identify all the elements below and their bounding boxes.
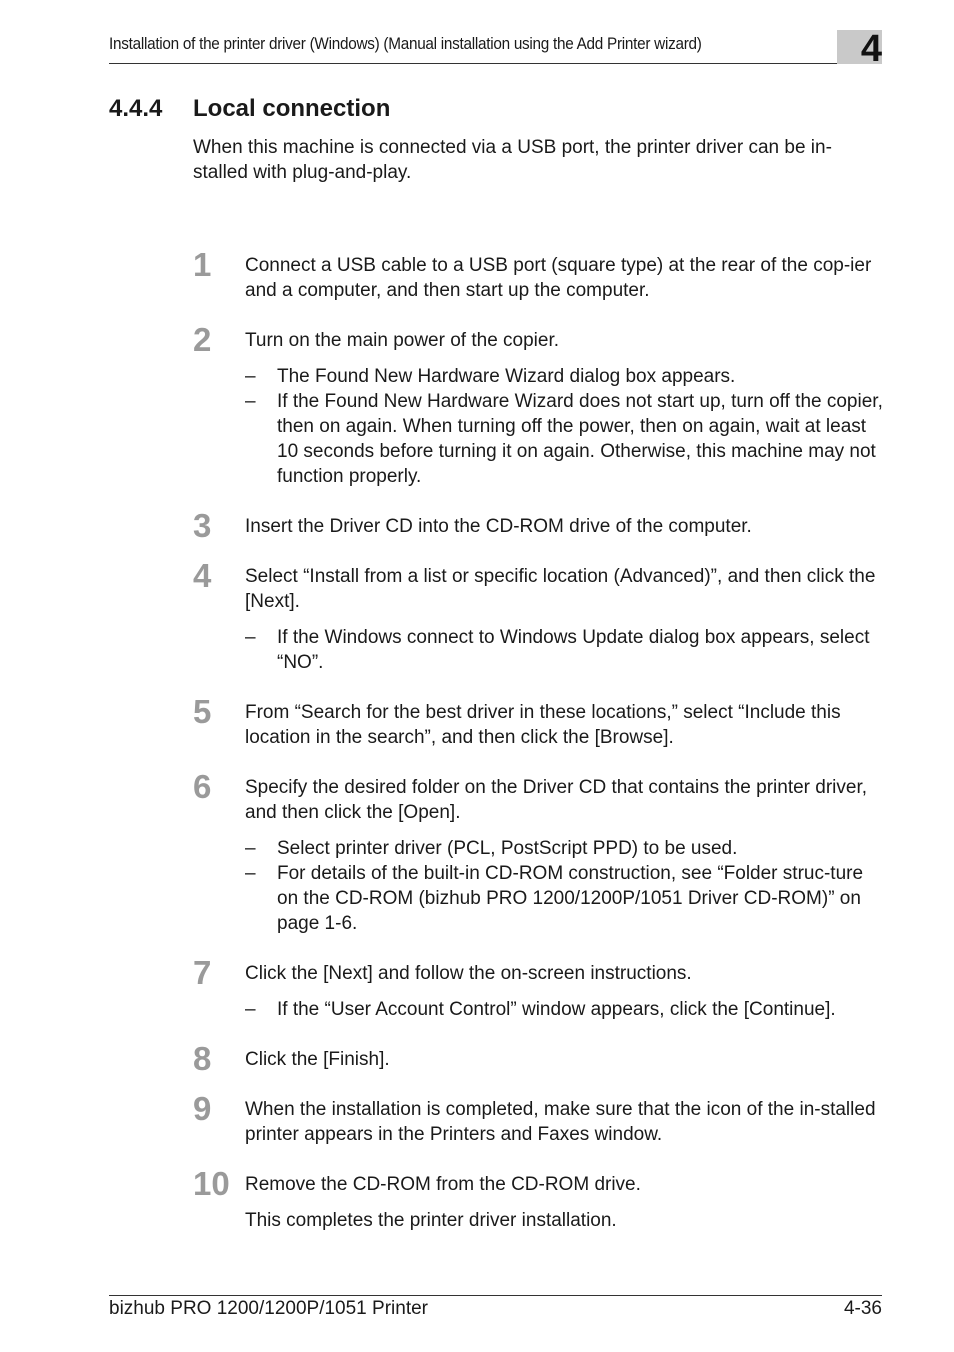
chapter-tab [837, 28, 882, 70]
step-item [193, 507, 883, 544]
dash-bullet: – [245, 999, 256, 1020]
step-item [193, 1165, 883, 1233]
sub-item [245, 836, 883, 861]
step-text: Connect a USB cable to a USB port (square type) at the rear of the cop-ier and a computer, and then start up the computer. [245, 255, 872, 301]
step-item [193, 954, 883, 1022]
step-item [193, 321, 883, 489]
step-text: Click the [Finish]. [245, 1049, 390, 1070]
page-header [109, 30, 882, 64]
sub-item-text: The Found New Hardware Wizard dialog box appears. [277, 366, 736, 387]
step-number: 8 [193, 1040, 212, 1077]
sub-item [245, 625, 883, 675]
dash-bullet: – [245, 366, 256, 387]
step-item [193, 557, 883, 675]
step-text: Select “Install from a list or specific location (Advanced)”, and then click the [Next]. [245, 566, 876, 612]
section-title: Local connection [193, 95, 391, 122]
step-number: 3 [193, 507, 212, 544]
intro-paragraph: When this machine is connected via a USB port, the printer driver can be in-stalled with plug-and-play. [193, 137, 832, 183]
sub-item [245, 861, 883, 936]
step-number: 9 [193, 1090, 212, 1127]
step-number: 4 [193, 557, 212, 594]
dash-bullet: – [245, 627, 256, 648]
sub-item [245, 364, 883, 389]
step-item [193, 768, 883, 936]
sub-list [245, 625, 883, 675]
sub-item-text: For details of the built-in CD-ROM construction, see “Folder struc-ture on the CD-ROM (bizhub PRO 1200/1200P/1051 Driver CD-ROM)” on page 1-6. [277, 863, 864, 934]
sub-list [245, 364, 883, 489]
sub-item [245, 389, 883, 489]
step-text: Turn on the main power of the copier. [245, 330, 560, 351]
step-item [193, 693, 883, 750]
header-title: Installation of the printer driver (Windows) (Manual installation using the Add Printer wizard) [109, 34, 702, 53]
completion-note: This completes the printer driver installation. [245, 1210, 617, 1231]
step-number: 7 [193, 954, 212, 991]
step-text: Remove the CD-ROM from the CD-ROM drive. [245, 1174, 641, 1195]
chapter-number: 4 [860, 28, 882, 70]
footer-page-number: 4-36 [843, 1298, 882, 1319]
step-item [193, 1040, 883, 1077]
footer-product: bizhub PRO 1200/1200P/1051 Printer [109, 1298, 428, 1319]
sub-item-text: If the Windows connect to Windows Update dialog box appears, select “NO”. [277, 627, 870, 673]
step-text: Click the [Next] and follow the on-screen instructions. [245, 963, 692, 984]
step-number: 2 [193, 321, 212, 358]
steps-list [193, 246, 883, 1258]
step-number: 10 [193, 1165, 230, 1202]
step-number: 1 [193, 246, 212, 283]
dash-bullet: – [245, 838, 256, 859]
sub-item-text: Select printer driver (PCL, PostScript PPD) to be used. [277, 838, 738, 859]
section-number: 4.4.4 [109, 95, 163, 122]
step-text: Insert the Driver CD into the CD-ROM drive of the computer. [245, 516, 752, 537]
sub-item-text: If the “User Account Control” window appears, click the [Continue]. [277, 999, 836, 1020]
sub-list [245, 836, 883, 936]
sub-item [245, 997, 883, 1022]
step-text: When the installation is completed, make sure that the icon of the in-stalled printer appears in the Printers and Faxes window. [245, 1099, 876, 1145]
step-item [193, 246, 883, 303]
sub-item-text: If the Found New Hardware Wizard does not start up, turn off the copier, then on again. When turning off the power, then on again, wait at least 10 seconds before turning it on again. Otherwise, this machine may not function properly. [277, 391, 883, 487]
footer-rule [109, 1295, 882, 1296]
sub-list [245, 997, 883, 1022]
step-number: 5 [193, 693, 212, 730]
step-number: 6 [193, 768, 212, 805]
step-item [193, 1090, 883, 1147]
header-rule [109, 63, 882, 64]
dash-bullet: – [245, 863, 256, 884]
step-text: From “Search for the best driver in these locations,” select “Include this location in the search”, and then click the [Browse]. [245, 702, 841, 748]
section-heading [109, 95, 390, 123]
step-text: Specify the desired folder on the Driver CD that contains the printer driver, and then click the [Open]. [245, 777, 868, 823]
dash-bullet: – [245, 391, 256, 412]
